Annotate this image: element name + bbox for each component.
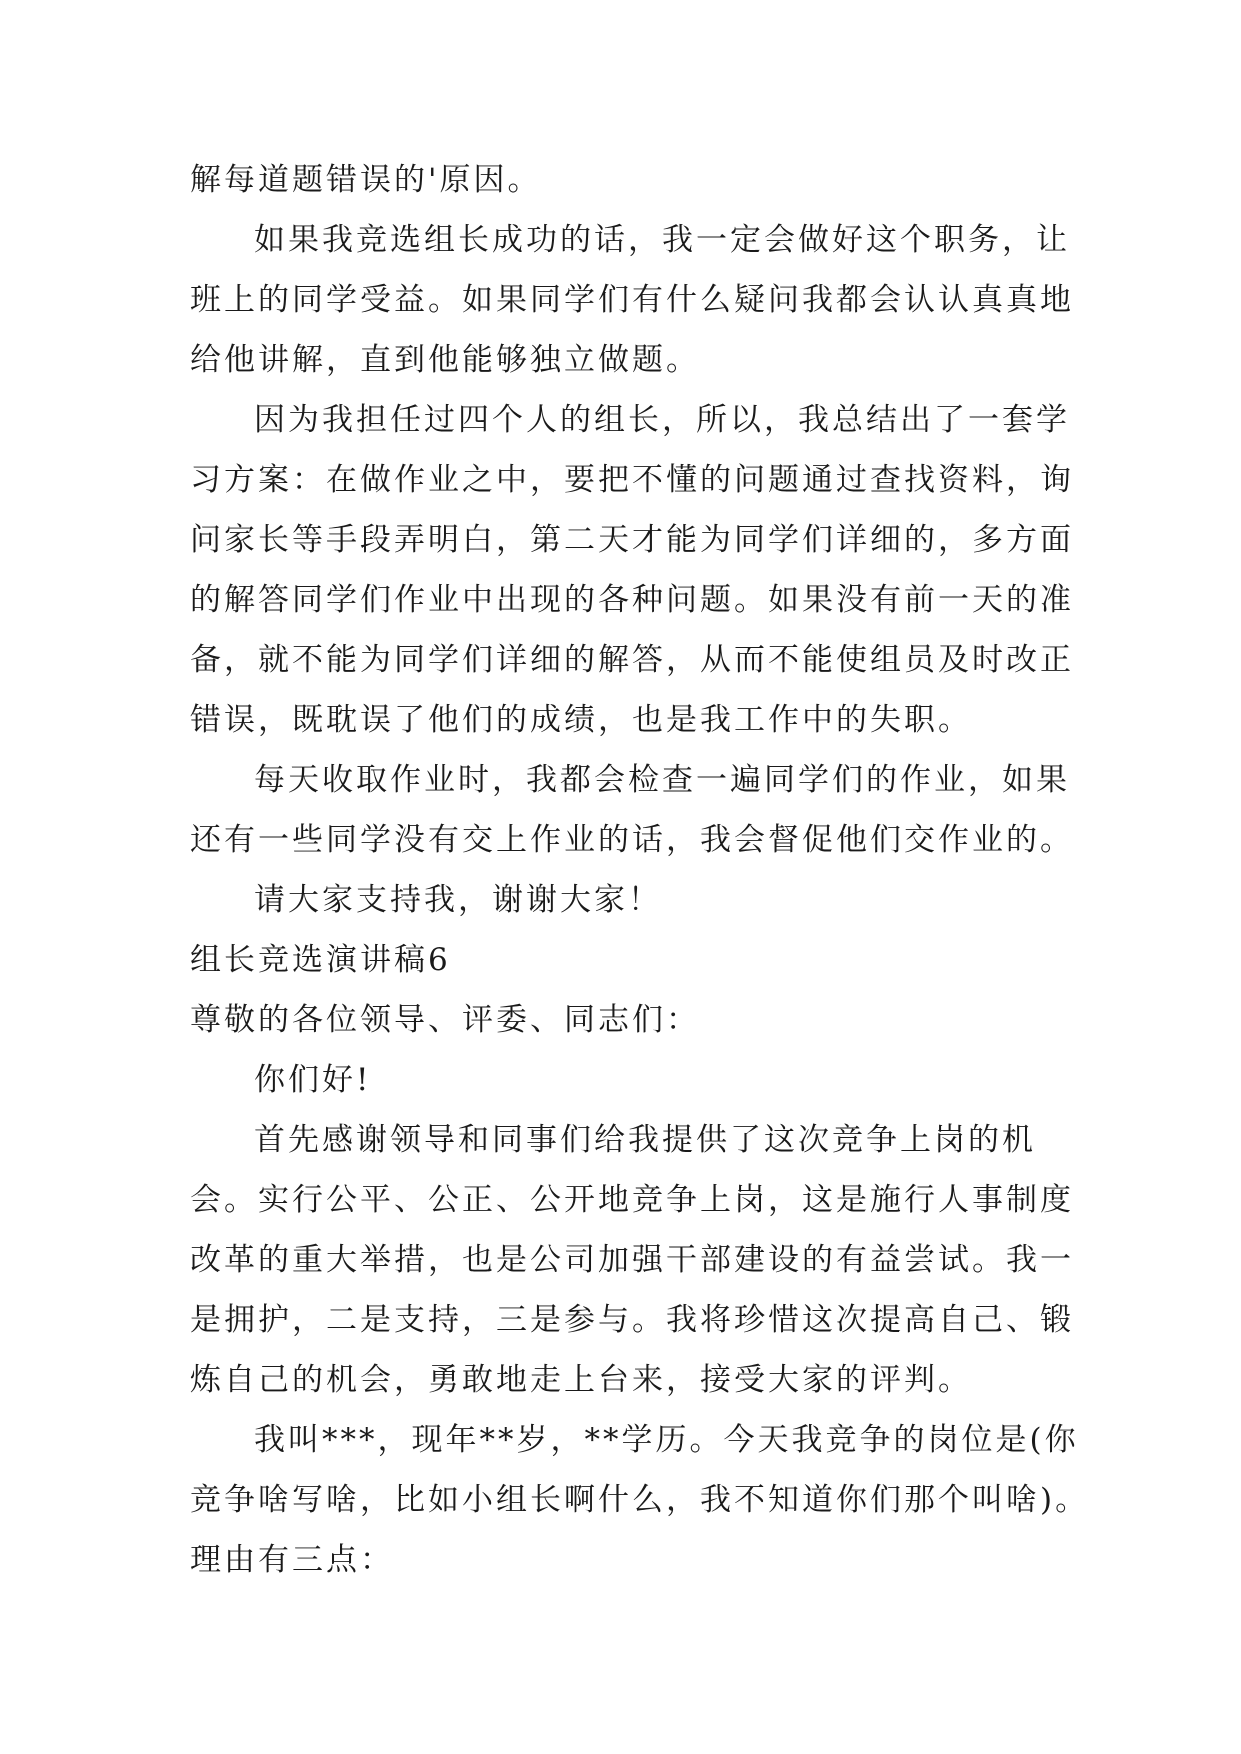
- text-line: 竞争啥写啥，比如小组长啊什么，我不知道你们那个叫啥)。: [190, 1482, 1090, 1518]
- text-line: 问家长等手段弄明白，第二天才能为同学们详细的，多方面: [190, 522, 1074, 558]
- text-line: 还有一些同学没有交上作业的话，我会督促他们交作业的。: [190, 822, 1074, 858]
- document-body: [190, 150, 1090, 1590]
- text-line: 如果我竞选组长成功的话，我一定会做好这个职务，让: [254, 222, 1070, 258]
- section-title: 组长竞选演讲稿6: [190, 942, 451, 978]
- text-line: 每天收取作业时，我都会检查一遍同学们的作业，如果: [254, 762, 1070, 798]
- text-line: 炼自己的机会，勇敢地走上台来，接受大家的评判。: [190, 1362, 972, 1398]
- text-line: 备，就不能为同学们详细的解答，从而不能使组员及时改正: [190, 642, 1074, 678]
- text-line: 因为我担任过四个人的组长，所以，我总结出了一套学: [254, 402, 1070, 438]
- text-line: 解每道题错误的'原因。: [190, 162, 542, 198]
- text-line: 错误，既耽误了他们的成绩，也是我工作中的失职。: [190, 702, 972, 738]
- text-line: 改革的重大举措，也是公司加强干部建设的有益尝试。我一: [190, 1242, 1074, 1278]
- text-line: 是拥护，二是支持，三是参与。我将珍惜这次提高自己、锻: [190, 1302, 1074, 1338]
- salutation: 尊敬的各位领导、评委、同志们：: [190, 1002, 700, 1038]
- text-line: 的解答同学们作业中出现的各种问题。如果没有前一天的准: [190, 582, 1074, 618]
- text-line: 班上的同学受益。如果同学们有什么疑问我都会认认真真地: [190, 282, 1074, 318]
- text-line: 首先感谢领导和同事们给我提供了这次竞争上岗的机: [254, 1122, 1036, 1158]
- greeting: 你们好!: [254, 1062, 372, 1098]
- text-line: 习方案：在做作业之中，要把不懂的问题通过查找资料，询: [190, 462, 1074, 498]
- text-line: 给他讲解，直到他能够独立做题。: [190, 342, 700, 378]
- text-line: 请大家支持我，谢谢大家！: [254, 882, 662, 918]
- text-line: 我叫***，现年**岁，**学历。今天我竞争的岗位是(你: [254, 1422, 1079, 1458]
- text-line: 理由有三点：: [190, 1542, 394, 1578]
- text-line: 会。实行公平、公正、公开地竞争上岗，这是施行人事制度: [190, 1182, 1074, 1218]
